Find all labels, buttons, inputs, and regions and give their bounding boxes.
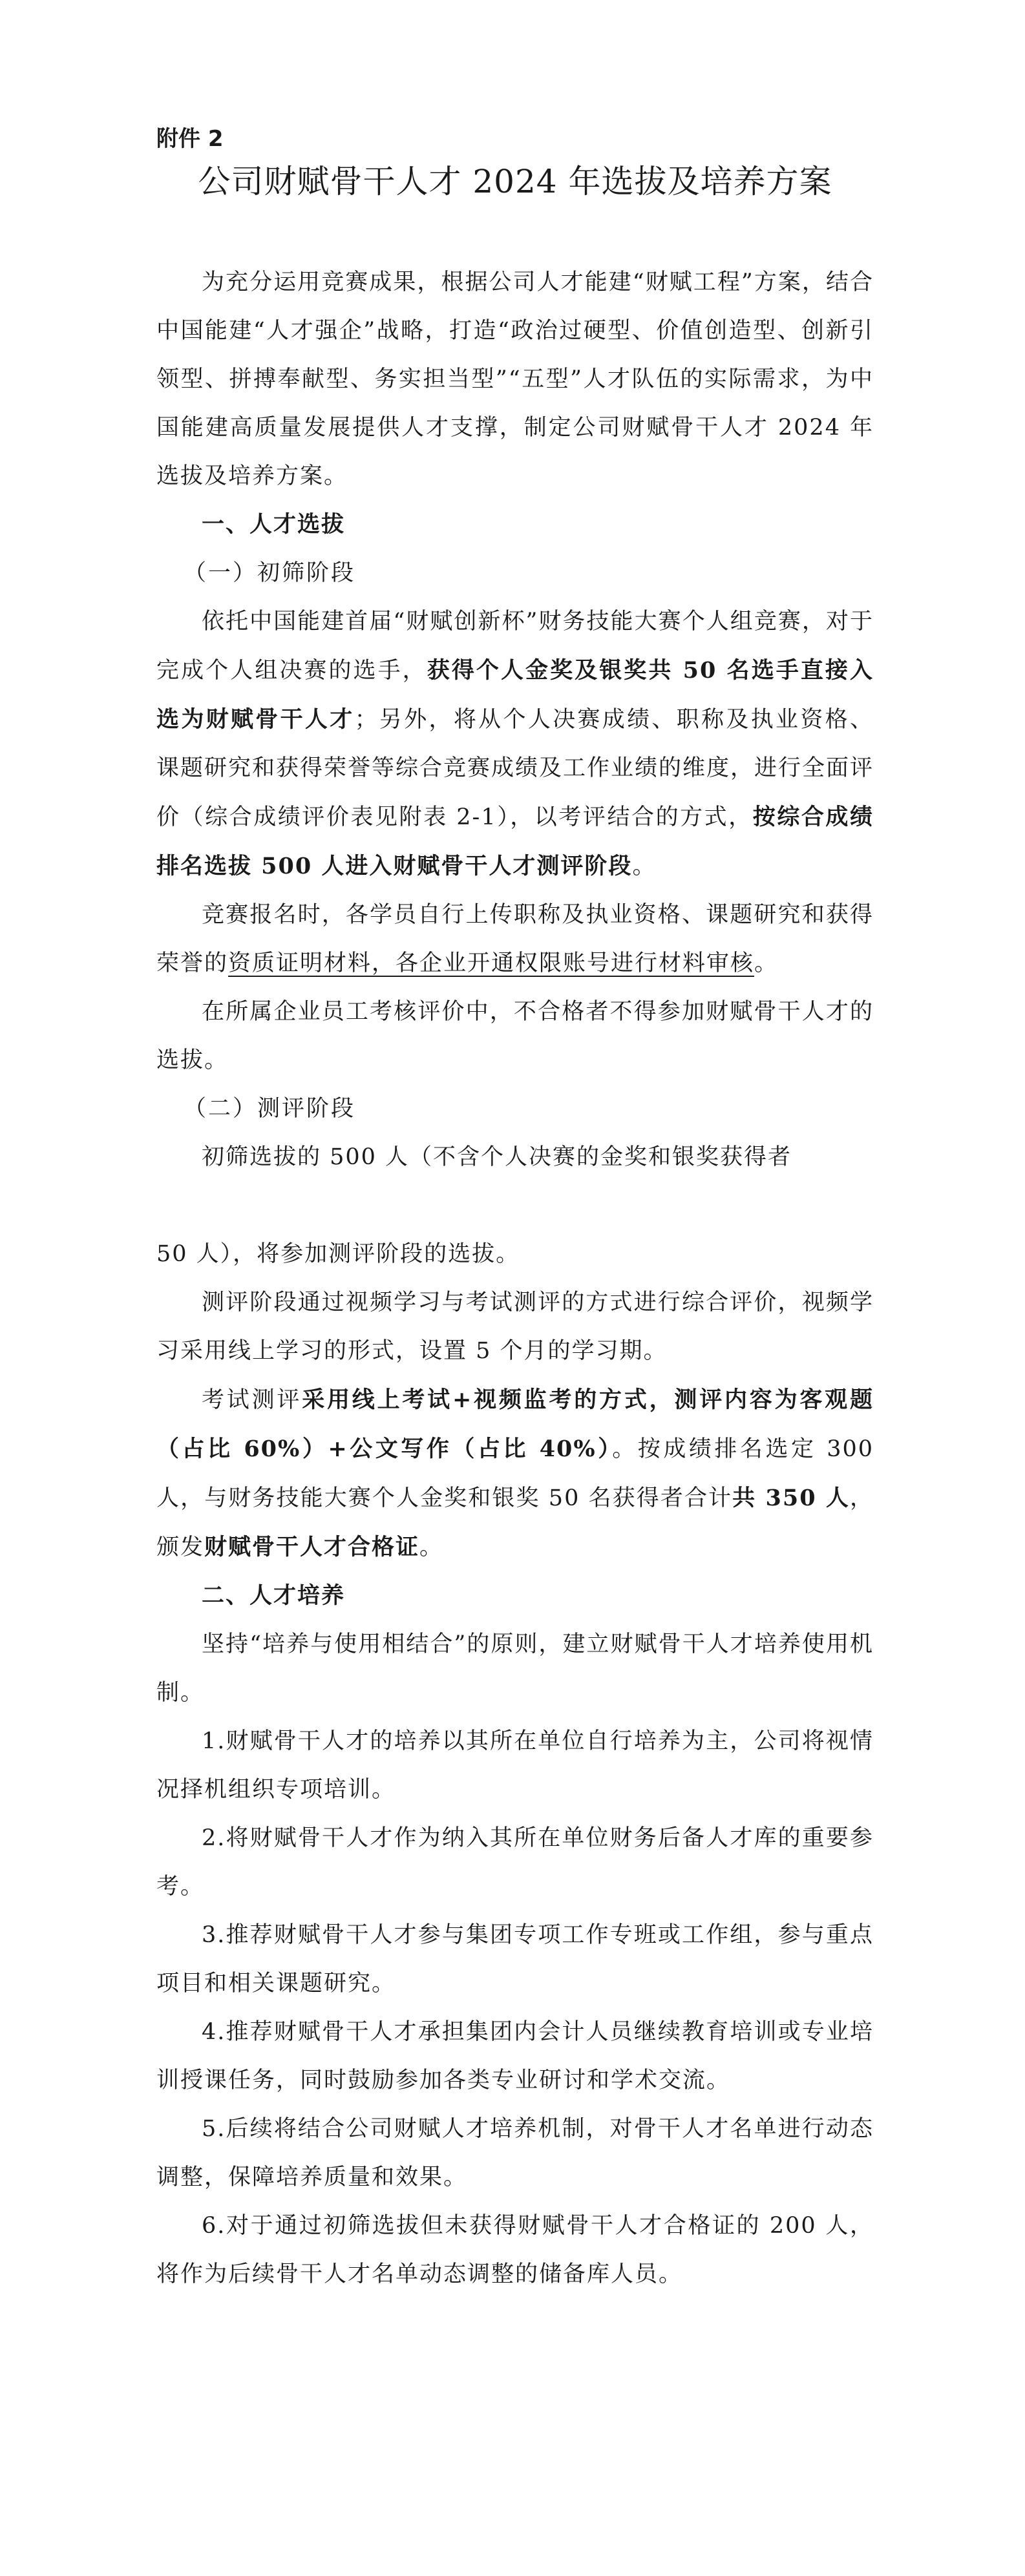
section-heading-training: 二、人才培养 xyxy=(202,1583,346,1609)
bold-text-run: 共 350 人 xyxy=(732,1485,850,1511)
bold-text-run: 获得个人金奖及银奖共 50 名选手直接入选为财赋骨干人才 xyxy=(156,657,874,733)
text-run: 考试测评 xyxy=(202,1387,302,1413)
subsection-heading-screening: （一）初筛阶段 xyxy=(184,560,356,586)
underlined-text-run: 资质证明材料，各企业开通权限账号进行材料审核 xyxy=(228,950,755,976)
evaluation-paragraph-1a: 初筛选拔的 500 人（不含个人决赛的金奖和银奖获得者 xyxy=(202,1144,792,1170)
screening-paragraph-1 xyxy=(156,598,874,891)
text-run: 。 xyxy=(632,853,657,879)
text-run: 。 xyxy=(419,1534,444,1560)
training-intro-paragraph: 坚持“培养与使用相结合”的原则，建立财赋骨干人才培养使用机制。 xyxy=(156,1631,874,1706)
training-item-1: 1.财赋骨干人才的培养以其所在单位自行培养为主，公司将视情况择机组织专项培训。 xyxy=(156,1728,874,1803)
bold-text-run: 按综合成绩排名选拔 500 人进入财赋骨干人才测评阶段 xyxy=(156,804,874,879)
document-title: 公司财赋骨干人才 2024 年选拔及培养方案 xyxy=(198,163,832,200)
training-item-3: 3.推荐财赋骨干人才参与集团专项工作专班或工作组，参与重点项目和相关课题研究。 xyxy=(156,1922,874,1996)
attachment-label: 附件 2 xyxy=(156,126,224,152)
bold-text-run: 财赋骨干人才合格证 xyxy=(204,1534,420,1560)
text-run: 竞赛报名时，各学员自行上传职称及执业资格、课题研究和获得荣誉的 xyxy=(156,902,874,976)
screening-paragraph-2 xyxy=(156,891,874,988)
text-run: ；另外，将从个人决赛成绩、职称及执业资格、课题研究和获得荣誉等综合竞赛成绩及工作业绩的维度，进行全面评价（综合成绩评价表见附表 2-1），以考评结合的方式， xyxy=(156,707,874,830)
training-item-2: 2.将财赋骨干人才作为纳入其所在单位财务后备人才库的重要参考。 xyxy=(156,1825,874,1900)
screening-paragraph-3: 在所属企业员工考核评价中，不合格者不得参加财赋骨干人才的选拔。 xyxy=(156,999,874,1073)
text-run: 。 xyxy=(754,950,779,976)
text-run: 。按成绩排名选定 300 人，与财务技能大赛个人金奖和银奖 50 名获得者合计 xyxy=(156,1436,874,1511)
evaluation-paragraph-3 xyxy=(156,1376,874,1572)
text-run: 依托中国能建首届“财赋创新杯”财务技能大赛个人组竞赛，对于完成个人组决赛的选手， xyxy=(156,609,874,684)
evaluation-paragraph-1b: 50 人），将参加测评阶段的选拔。 xyxy=(156,1241,520,1267)
section-heading-selection: 一、人才选拔 xyxy=(202,512,346,538)
subsection-heading-evaluation: （二）测评阶段 xyxy=(184,1096,356,1122)
intro-paragraph: 为充分运用竞赛成果，根据公司人才能建“财赋工程”方案，结合中国能建“人才强企”战略，打造“政治过硬型、价值创造型、创新引领型、拼搏奉献型、务实担当型”“五型”人才队伍的实际需求，为中国能建高质量发展提供人才支撑，制定公司财赋骨干人才 2024 年选拔及培养方案。 xyxy=(156,269,874,489)
training-item-4: 4.推荐财赋骨干人才承担集团内会计人员继续教育培训或专业培训授课任务，同时鼓励参加各类专业研讨和学术交流。 xyxy=(156,2019,874,2093)
training-item-5: 5.后续将结合公司财赋人才培养机制，对骨干人才名单进行动态调整，保障培养质量和效果。 xyxy=(156,2116,874,2190)
training-item-6: 6.对于通过初筛选拔但未获得财赋骨干人才合格证的 200 人，将作为后续骨干人才名单动态调整的储备库人员。 xyxy=(156,2213,874,2287)
text-run: ，颁发 xyxy=(156,1485,874,1560)
document-body xyxy=(156,124,874,2299)
bold-text-run: 采用线上考试+视频监考的方式，测评内容为客观题（占比 60%）+公文写作（占比 40%） xyxy=(156,1387,874,1462)
evaluation-paragraph-2: 测评阶段通过视频学习与考试测评的方式进行综合评价，视频学习采用线上学习的形式，设置 5 个月的学习期。 xyxy=(156,1290,874,1364)
